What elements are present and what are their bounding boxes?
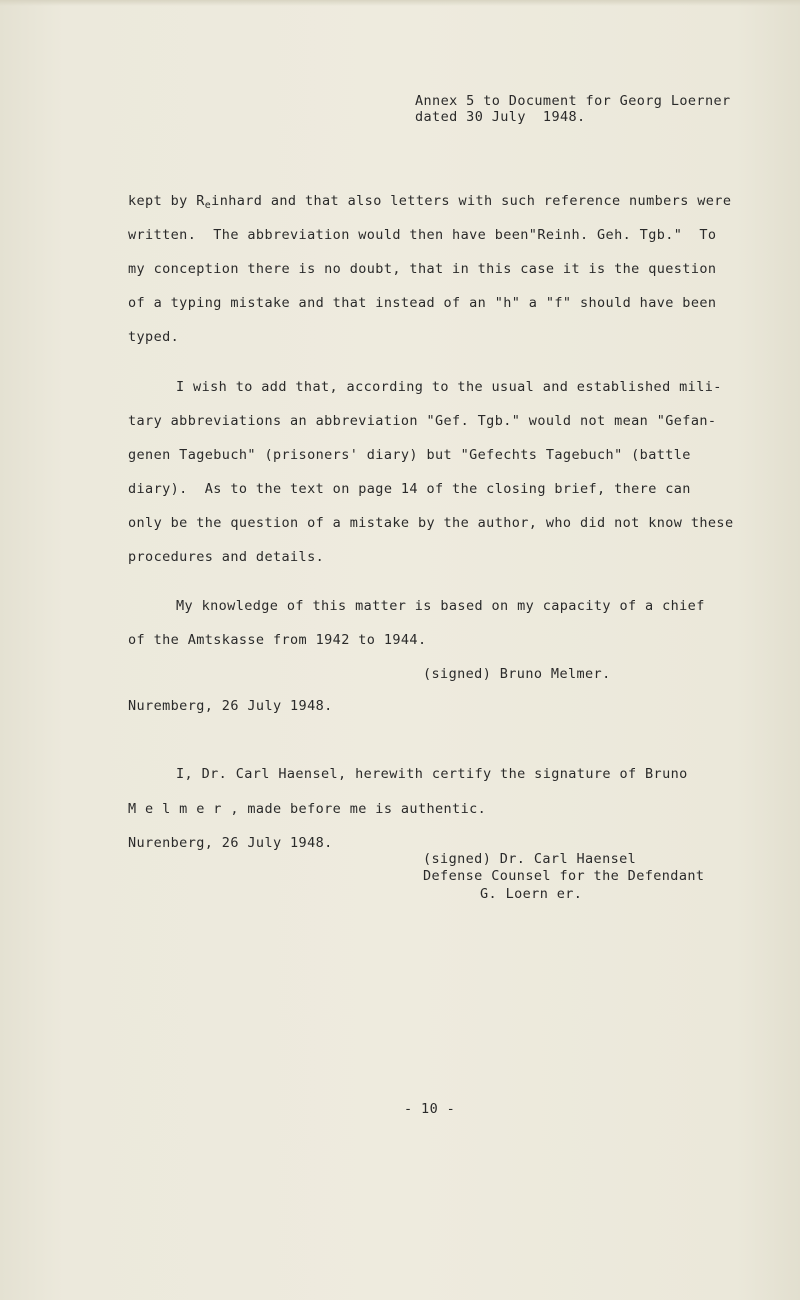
paragraph-2-line-3: genen Tagebuch" (prisoners' diary) but "Gefechts Tagebuch" (battle bbox=[128, 447, 691, 463]
paragraph-1-line-1 bbox=[128, 192, 731, 212]
place-date-2: Nurenberg, 26 July 1948. bbox=[128, 835, 333, 851]
page-number: - 10 - bbox=[404, 1101, 456, 1117]
header-line-1: Annex 5 to Document for Georg Loerner bbox=[415, 93, 731, 109]
paragraph-3-line-1: My knowledge of this matter is based on my capacity of a chief bbox=[176, 598, 705, 614]
certification-line-2: M e l m e r , made before me is authentic. bbox=[128, 801, 487, 817]
p1-line1-subscript: e bbox=[204, 200, 212, 211]
paragraph-2-line-5: only be the question of a mistake by the author, who did not know these bbox=[128, 515, 734, 531]
header-line-2: dated 30 July 1948. bbox=[415, 109, 586, 125]
signature-haensel-line-1: (signed) Dr. Carl Haensel bbox=[423, 851, 637, 867]
paragraph-1-line-4: of a typing mistake and that instead of an "h" a "f" should have been bbox=[128, 295, 717, 311]
signature-melmer: (signed) Bruno Melmer. bbox=[423, 666, 611, 682]
p1-line1-part-a: kept by R bbox=[128, 193, 205, 209]
paragraph-3-line-2: of the Amtskasse from 1942 to 1944. bbox=[128, 632, 427, 648]
paragraph-2-line-2: tary abbreviations an abbreviation "Gef. Tgb." would not mean "Gefan- bbox=[128, 413, 717, 429]
signature-haensel-line-2: Defense Counsel for the Defendant bbox=[423, 868, 705, 884]
paragraph-2-line-6: procedures and details. bbox=[128, 549, 325, 565]
paragraph-1-line-5: typed. bbox=[128, 329, 180, 345]
place-date-1: Nuremberg, 26 July 1948. bbox=[128, 698, 333, 714]
paragraph-2-line-4: diary). As to the text on page 14 of the closing brief, there can bbox=[128, 481, 691, 497]
paragraph-2-line-1: I wish to add that, according to the usual and established mili- bbox=[176, 379, 722, 395]
signature-haensel-line-3: G. Loern er. bbox=[480, 886, 583, 902]
paragraph-1-line-3: my conception there is no doubt, that in this case it is the question bbox=[128, 261, 717, 277]
p1-line1-part-b: inhard and that also letters with such reference numbers were bbox=[211, 193, 732, 209]
paragraph-1-line-2: written. The abbreviation would then have been"Reinh. Geh. Tgb." To bbox=[128, 227, 717, 243]
page-edge bbox=[0, 0, 800, 6]
certification-line-1: I, Dr. Carl Haensel, herewith certify the signature of Bruno bbox=[176, 766, 688, 782]
